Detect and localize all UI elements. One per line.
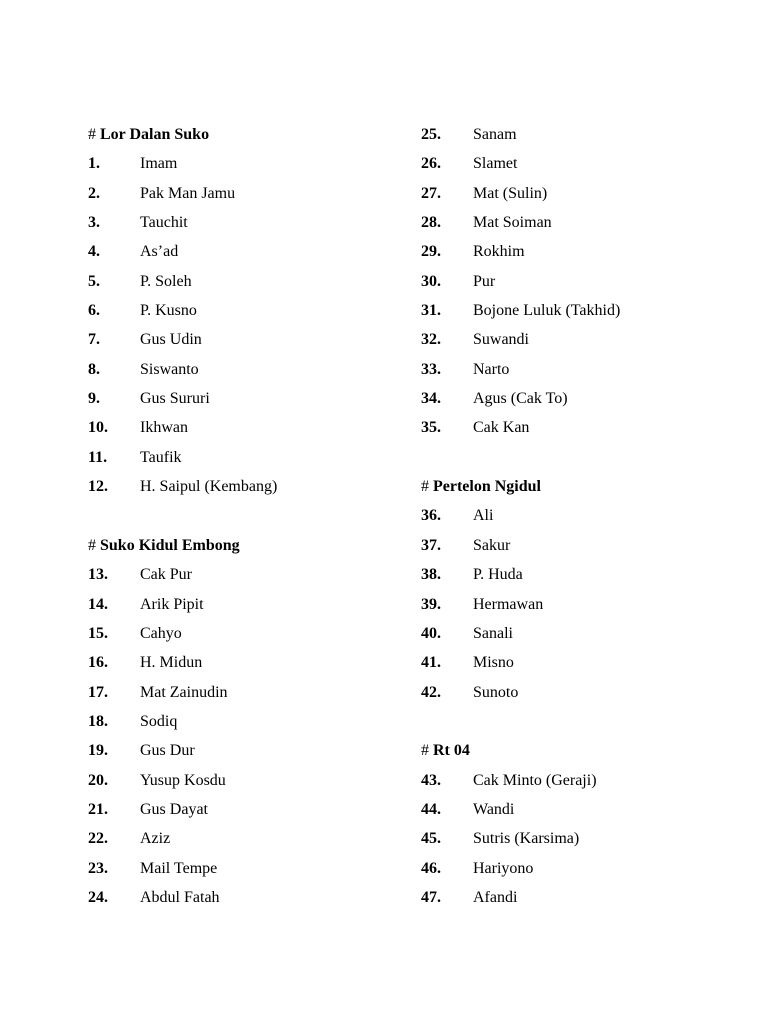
list-item — [421, 325, 741, 354]
item-name: Abdul Fatah — [140, 888, 220, 906]
item-name: Imam — [140, 155, 178, 173]
list-item — [421, 501, 741, 530]
item-number: 12. — [88, 478, 108, 496]
list-item — [421, 678, 741, 707]
section-heading-suko-kidul-embong — [88, 531, 408, 560]
item-name: Gus Sururi — [140, 390, 210, 408]
item-name: Cak Minto (Geraji) — [473, 771, 597, 789]
item-name: Afandi — [473, 888, 518, 906]
item-name: P. Huda — [473, 566, 523, 584]
item-name: Gus Dayat — [140, 800, 208, 818]
section-title: Rt 04 — [433, 742, 470, 760]
item-number: 47. — [421, 888, 441, 906]
item-name: Taufik — [140, 448, 182, 466]
list-item — [88, 179, 408, 208]
right-column — [421, 120, 741, 912]
item-name: Ikhwan — [140, 419, 188, 437]
list-item — [421, 296, 741, 325]
list-lor-dalan-suko — [88, 149, 408, 501]
list-item — [88, 208, 408, 237]
list-item — [421, 267, 741, 296]
list-item — [88, 736, 408, 765]
item-name: Hermawan — [473, 595, 544, 613]
list-item — [88, 267, 408, 296]
item-number: 8. — [88, 360, 100, 378]
item-number: 14. — [88, 595, 108, 613]
item-number: 42. — [421, 683, 441, 701]
item-name: Suwandi — [473, 331, 529, 349]
list-item — [421, 590, 741, 619]
item-number: 25. — [421, 126, 441, 143]
list-item — [88, 766, 408, 795]
item-name: Mail Tempe — [140, 859, 218, 877]
item-number: 33. — [421, 360, 441, 378]
list-item — [88, 325, 408, 354]
section-title: Suko Kidul Embong — [100, 536, 240, 554]
item-number: 10. — [88, 419, 108, 437]
item-name: Sutris (Karsima) — [473, 830, 580, 848]
list-item — [421, 795, 741, 824]
left-column — [88, 120, 408, 912]
item-name: Hariyono — [473, 859, 534, 877]
item-number: 40. — [421, 624, 441, 642]
item-name: P. Kusno — [140, 302, 197, 320]
section-heading-rt-04 — [421, 736, 741, 765]
item-name: Slamet — [473, 155, 518, 173]
list-item — [88, 795, 408, 824]
list-item — [421, 413, 741, 442]
list-item — [88, 678, 408, 707]
item-number: 13. — [88, 566, 108, 584]
list-item — [88, 149, 408, 178]
item-number: 36. — [421, 507, 441, 525]
list-item — [88, 824, 408, 853]
item-number: 3. — [88, 214, 100, 232]
section-title: Pertelon Ngidul — [433, 478, 541, 496]
item-number: 24. — [88, 888, 108, 906]
item-number: 29. — [421, 243, 441, 261]
item-name: Siswanto — [140, 360, 199, 378]
item-number: 43. — [421, 771, 441, 789]
item-number: 4. — [88, 243, 100, 261]
list-item — [88, 237, 408, 266]
item-name: Bojone Luluk (Takhid) — [473, 302, 621, 320]
item-name: Aziz — [140, 830, 171, 848]
list-item — [421, 179, 741, 208]
section-spacer — [421, 707, 741, 736]
list-item — [88, 472, 408, 501]
item-number: 35. — [421, 419, 441, 437]
item-name: Mat (Sulin) — [473, 184, 548, 202]
list-item — [88, 883, 408, 912]
list-item — [88, 590, 408, 619]
list-item — [421, 854, 741, 883]
item-number: 2. — [88, 184, 100, 202]
item-name: Pur — [473, 272, 496, 290]
list-item — [421, 648, 741, 677]
list-item — [421, 531, 741, 560]
list-item — [88, 443, 408, 472]
list-item — [88, 560, 408, 589]
item-number: 23. — [88, 859, 108, 877]
list-lor-dalan-suko-continued — [421, 120, 741, 443]
item-name: P. Soleh — [140, 272, 192, 290]
list-rt-04 — [421, 766, 741, 913]
item-number: 39. — [421, 595, 441, 613]
list-item — [88, 296, 408, 325]
list-item — [88, 619, 408, 648]
section-hash: # — [421, 742, 429, 760]
item-name: H. Midun — [140, 654, 203, 672]
item-name: Cak Pur — [140, 566, 192, 584]
item-number: 18. — [88, 712, 108, 730]
item-name: Gus Dur — [140, 742, 195, 760]
list-item — [421, 384, 741, 413]
item-number: 34. — [421, 390, 441, 408]
item-number: 41. — [421, 654, 441, 672]
item-number: 37. — [421, 536, 441, 554]
list-item — [421, 208, 741, 237]
section-hash: # — [88, 126, 96, 143]
item-name: Cahyo — [140, 624, 182, 642]
item-number: 31. — [421, 302, 441, 320]
list-item — [421, 824, 741, 853]
item-name: Sodiq — [140, 712, 178, 730]
item-number: 28. — [421, 214, 441, 232]
list-item — [88, 355, 408, 384]
section-heading-pertelon-ngidul — [421, 472, 741, 501]
item-name: Cak Kan — [473, 419, 530, 437]
list-item — [421, 149, 741, 178]
item-name: Misno — [473, 654, 514, 672]
list-item — [88, 648, 408, 677]
item-name: H. Saipul (Kembang) — [140, 478, 278, 496]
item-name: Rokhim — [473, 243, 525, 261]
list-item — [88, 384, 408, 413]
section-title: Lor Dalan Suko — [100, 126, 210, 143]
item-number: 6. — [88, 302, 100, 320]
item-number: 11. — [88, 448, 108, 466]
item-number: 9. — [88, 390, 100, 408]
list-item — [88, 413, 408, 442]
section-spacer — [421, 443, 741, 472]
item-number: 44. — [421, 800, 441, 818]
item-name: Gus Udin — [140, 331, 202, 349]
item-number: 26. — [421, 155, 441, 173]
item-name: As’ad — [140, 243, 179, 261]
list-item — [421, 237, 741, 266]
item-number: 5. — [88, 272, 100, 290]
item-name: Sakur — [473, 536, 511, 554]
item-number: 46. — [421, 859, 441, 877]
list-item — [88, 854, 408, 883]
item-number: 38. — [421, 566, 441, 584]
item-number: 45. — [421, 830, 441, 848]
item-number: 20. — [88, 771, 108, 789]
list-item — [88, 707, 408, 736]
item-name: Mat Soiman — [473, 214, 552, 232]
item-name: Sanali — [473, 624, 513, 642]
item-name: Wandi — [473, 800, 515, 818]
item-name: Sanam — [473, 126, 517, 143]
item-name: Narto — [473, 360, 510, 378]
item-number: 27. — [421, 184, 441, 202]
item-number: 1. — [88, 155, 100, 173]
item-number: 22. — [88, 830, 108, 848]
item-number: 15. — [88, 624, 108, 642]
item-number: 19. — [88, 742, 108, 760]
item-name: Agus (Cak To) — [473, 390, 568, 408]
item-number: 7. — [88, 331, 100, 349]
list-pertelon-ngidul — [421, 501, 741, 706]
list-item — [421, 883, 741, 912]
item-name: Tauchit — [140, 214, 188, 232]
item-number: 17. — [88, 683, 108, 701]
item-number: 30. — [421, 272, 441, 290]
item-name: Mat Zainudin — [140, 683, 228, 701]
item-name: Sunoto — [473, 683, 519, 701]
item-name: Pak Man Jamu — [140, 184, 236, 202]
section-spacer — [88, 501, 408, 530]
section-hash: # — [88, 536, 96, 554]
list-item — [421, 619, 741, 648]
section-heading-lor-dalan-suko — [88, 120, 408, 149]
list-item — [421, 560, 741, 589]
section-hash: # — [421, 478, 429, 496]
item-name: Arik Pipit — [140, 595, 204, 613]
list-item — [421, 355, 741, 384]
list-suko-kidul-embong — [88, 560, 408, 912]
list-item — [421, 120, 741, 149]
item-number: 16. — [88, 654, 108, 672]
item-number: 21. — [88, 800, 108, 818]
item-name: Yusup Kosdu — [140, 771, 226, 789]
item-name: Ali — [473, 507, 494, 525]
item-number: 32. — [421, 331, 441, 349]
list-item — [421, 766, 741, 795]
